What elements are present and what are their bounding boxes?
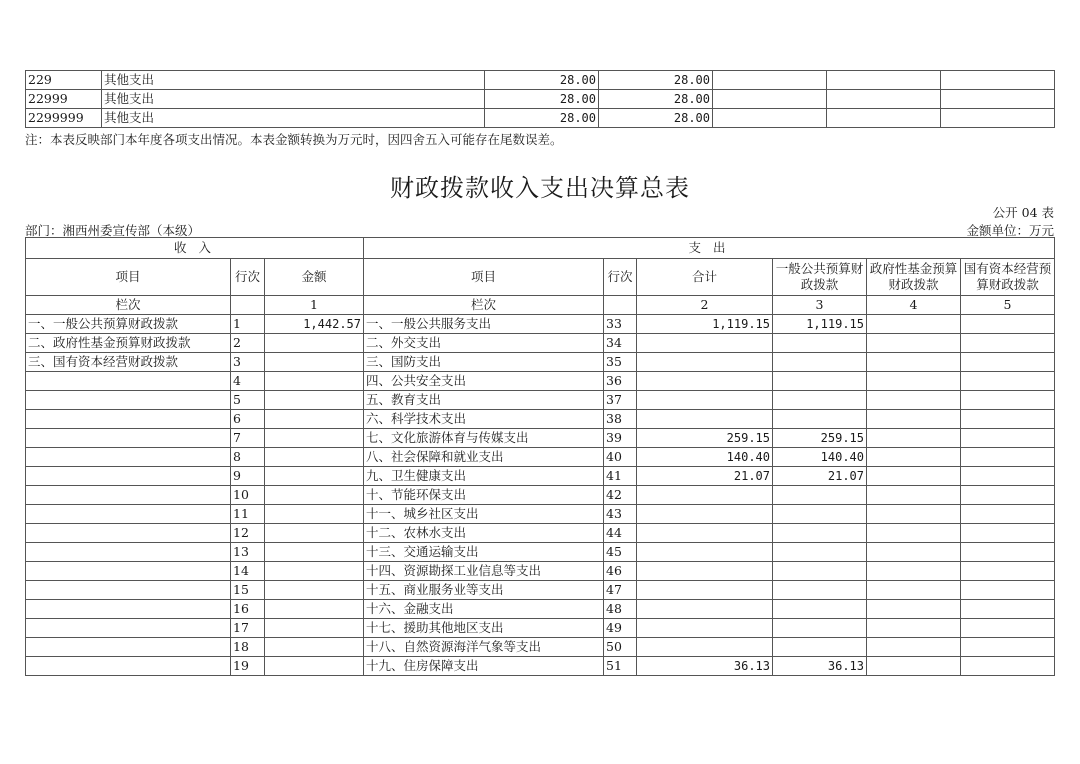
total-amount bbox=[637, 486, 773, 505]
general-budget-amount bbox=[773, 619, 867, 638]
income-amount bbox=[265, 505, 364, 524]
income-row-no-header: 行次 bbox=[231, 259, 265, 296]
income-item bbox=[26, 505, 231, 524]
income-row-no: 19 bbox=[231, 657, 265, 676]
expense-item: 三、国防支出 bbox=[364, 353, 604, 372]
table-row bbox=[26, 657, 1055, 676]
income-item bbox=[26, 543, 231, 562]
page-title: 财政拨款收入支出决算总表 bbox=[390, 174, 690, 202]
income-amount bbox=[265, 391, 364, 410]
expense-item: 十五、商业服务业等支出 bbox=[364, 581, 604, 600]
income-item bbox=[26, 581, 231, 600]
income-amount bbox=[265, 562, 364, 581]
expense-row-no: 51 bbox=[604, 657, 637, 676]
income-amount bbox=[265, 429, 364, 448]
expense-item: 十二、农林水支出 bbox=[364, 524, 604, 543]
table-row bbox=[26, 448, 1055, 467]
expense-row-no: 45 bbox=[604, 543, 637, 562]
income-item bbox=[26, 524, 231, 543]
income-row-no: 17 bbox=[231, 619, 265, 638]
general-budget-amount bbox=[773, 600, 867, 619]
income-amount bbox=[265, 638, 364, 657]
general-budget-amount: 21.07 bbox=[773, 467, 867, 486]
income-row-no: 7 bbox=[231, 429, 265, 448]
table-row bbox=[26, 372, 1055, 391]
income-amount bbox=[265, 353, 364, 372]
gov-fund-amount bbox=[867, 505, 961, 524]
income-amount bbox=[265, 334, 364, 353]
state-capital-amount bbox=[961, 638, 1055, 657]
income-amount bbox=[265, 448, 364, 467]
gov-fund-amount bbox=[867, 638, 961, 657]
total-amount bbox=[637, 524, 773, 543]
income-amount-header: 金额 bbox=[265, 259, 364, 296]
income-row-no: 11 bbox=[231, 505, 265, 524]
state-capital-amount bbox=[961, 334, 1055, 353]
expense-row-no: 43 bbox=[604, 505, 637, 524]
expense-item: 二、外交支出 bbox=[364, 334, 604, 353]
gov-fund-amount bbox=[867, 410, 961, 429]
total-header: 合计 bbox=[637, 259, 773, 296]
gov-fund-amount bbox=[867, 562, 961, 581]
gov-fund-amount bbox=[867, 657, 961, 676]
state-capital-amount bbox=[961, 581, 1055, 600]
income-item-header: 项目 bbox=[26, 259, 231, 296]
total-amount bbox=[637, 638, 773, 657]
gov-fund-amount bbox=[867, 486, 961, 505]
state-capital-amount bbox=[961, 543, 1055, 562]
general-budget-amount: 259.15 bbox=[773, 429, 867, 448]
expense-item: 六、科学技术支出 bbox=[364, 410, 604, 429]
total-amount bbox=[637, 410, 773, 429]
state-capital-amount bbox=[961, 486, 1055, 505]
total-amount bbox=[637, 353, 773, 372]
income-row-no: 1 bbox=[231, 315, 265, 334]
table-row bbox=[26, 353, 1055, 372]
gov-fund-amount bbox=[867, 315, 961, 334]
income-item: 三、国有资本经营财政拨款 bbox=[26, 353, 231, 372]
state-capital-amount bbox=[961, 657, 1055, 676]
state-capital-amount bbox=[961, 315, 1055, 334]
income-item bbox=[26, 486, 231, 505]
expense-row-no: 47 bbox=[604, 581, 637, 600]
income-amount bbox=[265, 581, 364, 600]
subject-code: 229 bbox=[26, 71, 102, 90]
income-item: 二、政府性基金预算财政拨款 bbox=[26, 334, 231, 353]
expense-item: 十一、城乡社区支出 bbox=[364, 505, 604, 524]
expense-row-no: 36 bbox=[604, 372, 637, 391]
expense-item: 十三、交通运输支出 bbox=[364, 543, 604, 562]
table-row bbox=[26, 619, 1055, 638]
amount-cell: 28.00 bbox=[485, 71, 599, 90]
income-item bbox=[26, 467, 231, 486]
expense-item: 十、节能环保支出 bbox=[364, 486, 604, 505]
gov-fund-amount bbox=[867, 600, 961, 619]
expense-item: 四、公共安全支出 bbox=[364, 372, 604, 391]
total-amount: 36.13 bbox=[637, 657, 773, 676]
expense-item: 七、文化旅游体育与传媒支出 bbox=[364, 429, 604, 448]
expense-row-no: 39 bbox=[604, 429, 637, 448]
income-row-no: 5 bbox=[231, 391, 265, 410]
income-row-no: 16 bbox=[231, 600, 265, 619]
table-row bbox=[26, 524, 1055, 543]
state-capital-amount bbox=[961, 562, 1055, 581]
table-row bbox=[26, 410, 1055, 429]
subject-name: 其他支出 bbox=[102, 109, 485, 128]
general-budget-header: 一般公共预算财政拨款 bbox=[773, 259, 867, 296]
expense-item: 五、教育支出 bbox=[364, 391, 604, 410]
total-amount bbox=[637, 334, 773, 353]
gov-fund-header: 政府性基金预算财政拨款 bbox=[867, 259, 961, 296]
expense-row-no: 49 bbox=[604, 619, 637, 638]
gov-fund-amount bbox=[867, 467, 961, 486]
total-amount: 259.15 bbox=[637, 429, 773, 448]
income-amount bbox=[265, 467, 364, 486]
income-amount bbox=[265, 619, 364, 638]
expense-item: 十九、住房保障支出 bbox=[364, 657, 604, 676]
gov-fund-amount bbox=[867, 524, 961, 543]
department-label: 部门：湘西州委宣传部（本级） bbox=[25, 223, 201, 238]
amount-cell: 28.00 bbox=[485, 90, 599, 109]
empty-cell bbox=[827, 109, 941, 128]
income-item bbox=[26, 410, 231, 429]
general-budget-amount bbox=[773, 638, 867, 657]
general-budget-amount: 36.13 bbox=[773, 657, 867, 676]
income-row-no: 4 bbox=[231, 372, 265, 391]
gov-fund-amount bbox=[867, 372, 961, 391]
income-row-no: 6 bbox=[231, 410, 265, 429]
blank-cell bbox=[604, 296, 637, 315]
table-row bbox=[26, 581, 1055, 600]
total-amount bbox=[637, 543, 773, 562]
expense-detail-body bbox=[26, 71, 1055, 128]
table-row bbox=[26, 505, 1055, 524]
expense-row-no: 44 bbox=[604, 524, 637, 543]
amount-cell: 28.00 bbox=[599, 109, 713, 128]
income-row-no: 9 bbox=[231, 467, 265, 486]
state-capital-amount bbox=[961, 600, 1055, 619]
expense-row-no: 50 bbox=[604, 638, 637, 657]
income-row-no: 3 bbox=[231, 353, 265, 372]
general-budget-amount bbox=[773, 581, 867, 600]
table-row bbox=[26, 109, 1055, 128]
amount-cell: 28.00 bbox=[599, 71, 713, 90]
gov-fund-amount bbox=[867, 334, 961, 353]
expense-row-no: 46 bbox=[604, 562, 637, 581]
income-amount bbox=[265, 600, 364, 619]
unit-label: 金额单位：万元 bbox=[966, 223, 1054, 238]
expense-row-no: 42 bbox=[604, 486, 637, 505]
total-amount bbox=[637, 505, 773, 524]
income-row-no: 10 bbox=[231, 486, 265, 505]
table-row bbox=[26, 543, 1055, 562]
table-row bbox=[26, 429, 1055, 448]
total-amount: 21.07 bbox=[637, 467, 773, 486]
income-item bbox=[26, 619, 231, 638]
empty-cell bbox=[941, 71, 1055, 90]
column-label: 栏次 bbox=[26, 296, 231, 315]
income-item: 一、一般公共预算财政拨款 bbox=[26, 315, 231, 334]
state-capital-amount bbox=[961, 467, 1055, 486]
general-budget-amount: 1,119.15 bbox=[773, 315, 867, 334]
gov-fund-amount bbox=[867, 353, 961, 372]
form-code: 公开 04 表 bbox=[992, 205, 1054, 220]
income-row-no: 13 bbox=[231, 543, 265, 562]
general-budget-amount bbox=[773, 391, 867, 410]
table-row bbox=[26, 486, 1055, 505]
expense-row-no: 38 bbox=[604, 410, 637, 429]
amount-cell: 28.00 bbox=[485, 109, 599, 128]
expense-row-no: 41 bbox=[604, 467, 637, 486]
expense-item-header: 项目 bbox=[364, 259, 604, 296]
income-item bbox=[26, 448, 231, 467]
fiscal-summary-table bbox=[25, 237, 1055, 676]
state-capital-amount bbox=[961, 372, 1055, 391]
expense-row-no: 37 bbox=[604, 391, 637, 410]
expense-item: 十四、资源勘探工业信息等支出 bbox=[364, 562, 604, 581]
income-item bbox=[26, 638, 231, 657]
blank-cell bbox=[231, 296, 265, 315]
table-row bbox=[26, 562, 1055, 581]
general-budget-amount bbox=[773, 505, 867, 524]
general-budget-amount bbox=[773, 334, 867, 353]
state-capital-amount bbox=[961, 391, 1055, 410]
income-item bbox=[26, 429, 231, 448]
column-label-expense: 栏次 bbox=[364, 296, 604, 315]
table-row bbox=[26, 467, 1055, 486]
subject-code: 2299999 bbox=[26, 109, 102, 128]
expense-row-no-header: 行次 bbox=[604, 259, 637, 296]
income-amount bbox=[265, 372, 364, 391]
general-budget-amount bbox=[773, 524, 867, 543]
state-capital-amount bbox=[961, 524, 1055, 543]
table-row bbox=[26, 71, 1055, 90]
table-row bbox=[26, 315, 1055, 334]
state-capital-amount bbox=[961, 429, 1055, 448]
gov-fund-amount bbox=[867, 429, 961, 448]
table-row bbox=[26, 90, 1055, 109]
income-amount bbox=[265, 543, 364, 562]
income-row-no: 15 bbox=[231, 581, 265, 600]
general-budget-amount: 140.40 bbox=[773, 448, 867, 467]
income-item bbox=[26, 562, 231, 581]
expense-row-no: 35 bbox=[604, 353, 637, 372]
general-budget-amount bbox=[773, 410, 867, 429]
expense-row-no: 33 bbox=[604, 315, 637, 334]
subject-code: 22999 bbox=[26, 90, 102, 109]
table-row bbox=[26, 600, 1055, 619]
gov-fund-amount bbox=[867, 391, 961, 410]
total-amount bbox=[637, 600, 773, 619]
income-item bbox=[26, 657, 231, 676]
column-number-1: 1 bbox=[265, 296, 364, 315]
column-number-2: 2 bbox=[637, 296, 773, 315]
empty-cell bbox=[941, 90, 1055, 109]
empty-cell bbox=[827, 71, 941, 90]
total-amount bbox=[637, 372, 773, 391]
income-amount bbox=[265, 524, 364, 543]
state-capital-amount bbox=[961, 448, 1055, 467]
gov-fund-amount bbox=[867, 448, 961, 467]
empty-cell bbox=[827, 90, 941, 109]
general-budget-amount bbox=[773, 543, 867, 562]
income-row-no: 2 bbox=[231, 334, 265, 353]
general-budget-amount bbox=[773, 353, 867, 372]
subject-name: 其他支出 bbox=[102, 90, 485, 109]
expense-item: 一、一般公共服务支出 bbox=[364, 315, 604, 334]
income-item bbox=[26, 600, 231, 619]
table-row bbox=[26, 638, 1055, 657]
column-number-5: 5 bbox=[961, 296, 1055, 315]
income-item bbox=[26, 372, 231, 391]
total-amount bbox=[637, 619, 773, 638]
state-capital-amount bbox=[961, 619, 1055, 638]
subject-name: 其他支出 bbox=[102, 71, 485, 90]
expense-row-no: 40 bbox=[604, 448, 637, 467]
column-number-3: 3 bbox=[773, 296, 867, 315]
expense-header: 支 出 bbox=[364, 238, 1055, 259]
income-item bbox=[26, 391, 231, 410]
empty-cell bbox=[713, 90, 827, 109]
income-row-no: 14 bbox=[231, 562, 265, 581]
table-note: 注：本表反映部门本年度各项支出情况。本表金额转换为万元时，因四舍五入可能存在尾数误差。 bbox=[25, 132, 563, 147]
expense-detail-table bbox=[25, 70, 1055, 128]
expense-item: 十八、自然资源海洋气象等支出 bbox=[364, 638, 604, 657]
income-row-no: 8 bbox=[231, 448, 265, 467]
fiscal-summary-body bbox=[26, 315, 1055, 676]
state-capital-amount bbox=[961, 505, 1055, 524]
general-budget-amount bbox=[773, 562, 867, 581]
total-amount bbox=[637, 562, 773, 581]
general-budget-amount bbox=[773, 372, 867, 391]
expense-row-no: 48 bbox=[604, 600, 637, 619]
empty-cell bbox=[713, 109, 827, 128]
column-number-4: 4 bbox=[867, 296, 961, 315]
total-amount bbox=[637, 581, 773, 600]
income-amount bbox=[265, 410, 364, 429]
amount-cell: 28.00 bbox=[599, 90, 713, 109]
gov-fund-amount bbox=[867, 543, 961, 562]
expense-item: 十七、援助其他地区支出 bbox=[364, 619, 604, 638]
expense-item: 十六、金融支出 bbox=[364, 600, 604, 619]
expense-item: 八、社会保障和就业支出 bbox=[364, 448, 604, 467]
income-amount: 1,442.57 bbox=[265, 315, 364, 334]
state-capital-amount bbox=[961, 353, 1055, 372]
expense-row-no: 34 bbox=[604, 334, 637, 353]
state-capital-header: 国有资本经营预算财政拨款 bbox=[961, 259, 1055, 296]
income-amount bbox=[265, 486, 364, 505]
state-capital-amount bbox=[961, 410, 1055, 429]
income-header: 收 入 bbox=[26, 238, 364, 259]
empty-cell bbox=[941, 109, 1055, 128]
table-row bbox=[26, 391, 1055, 410]
gov-fund-amount bbox=[867, 619, 961, 638]
general-budget-amount bbox=[773, 486, 867, 505]
total-amount: 1,119.15 bbox=[637, 315, 773, 334]
total-amount: 140.40 bbox=[637, 448, 773, 467]
income-amount bbox=[265, 657, 364, 676]
income-row-no: 12 bbox=[231, 524, 265, 543]
gov-fund-amount bbox=[867, 581, 961, 600]
empty-cell bbox=[713, 71, 827, 90]
total-amount bbox=[637, 391, 773, 410]
table-row bbox=[26, 334, 1055, 353]
income-row-no: 18 bbox=[231, 638, 265, 657]
expense-item: 九、卫生健康支出 bbox=[364, 467, 604, 486]
